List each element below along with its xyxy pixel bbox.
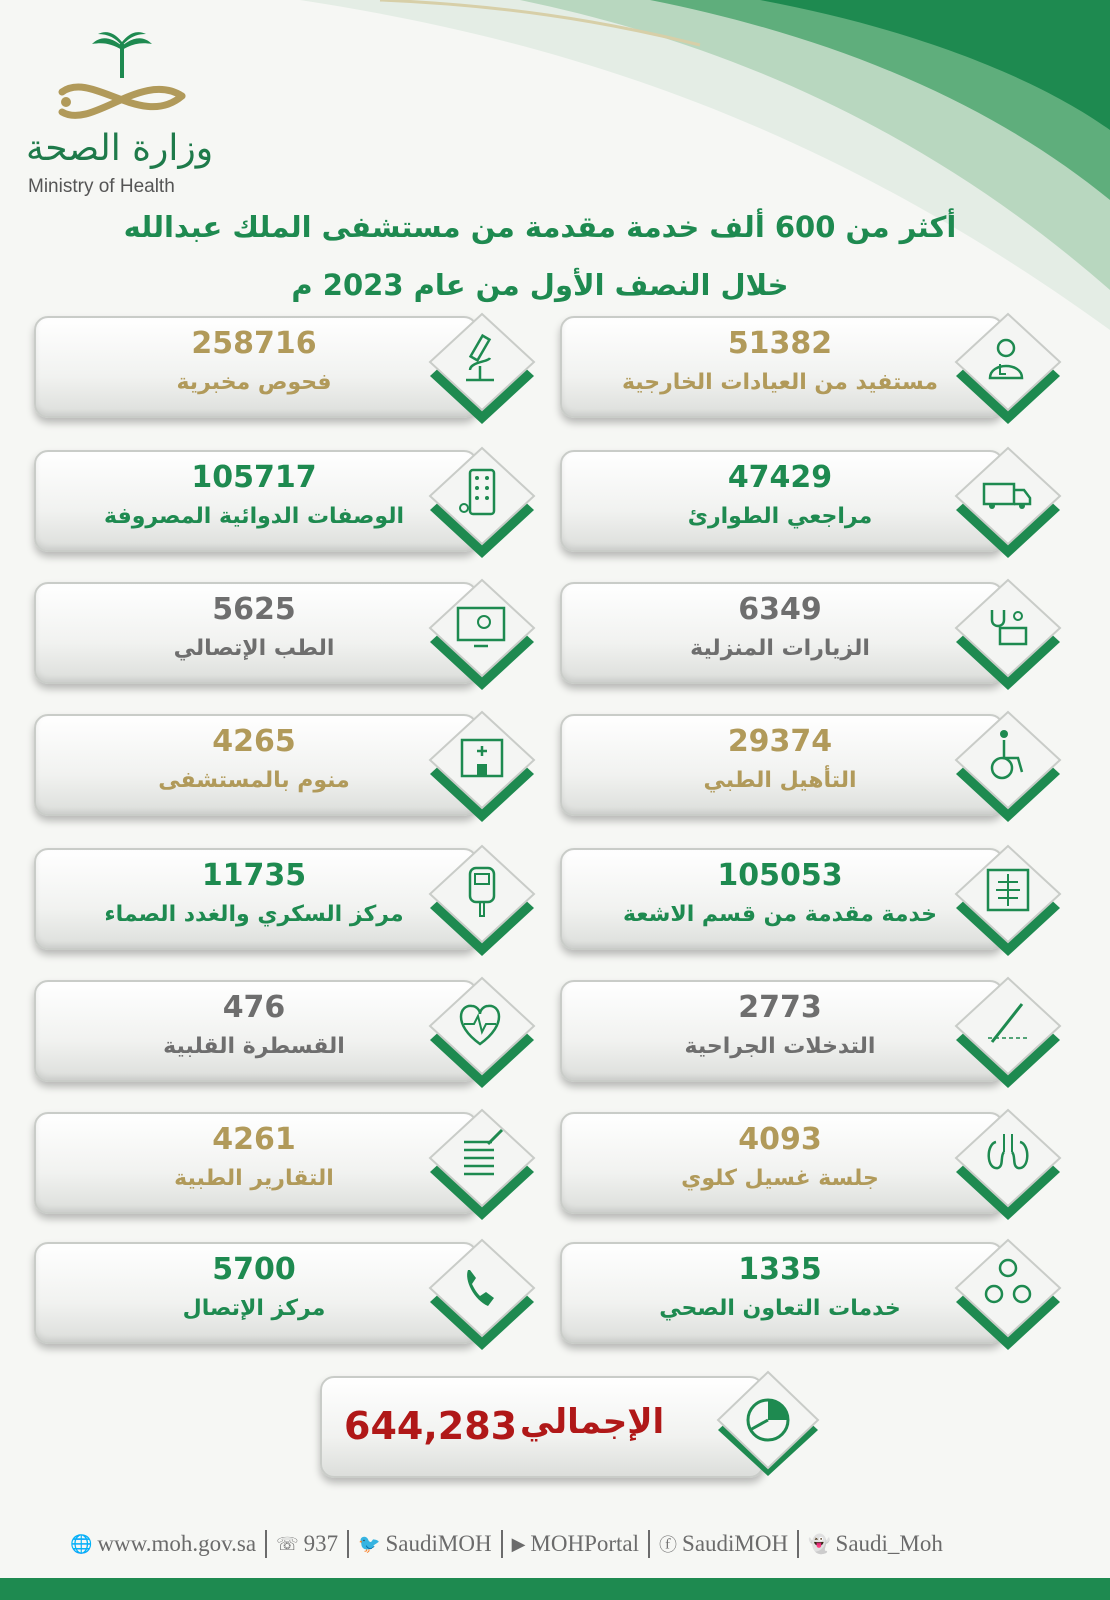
stat-value: 2773 [738,990,822,1025]
stat-card [34,714,534,820]
pie-chart-icon [710,1366,826,1486]
logo-text-arabic: وزارة الصحة [26,128,214,169]
stat-card [560,450,1060,556]
doctor-icon [950,310,1066,430]
stat-card [560,1112,1060,1218]
snapchat-icon: 👻 [808,1533,831,1554]
stat-label: مركز الإتصال [182,1296,326,1321]
headline-line-2: خلال النصف الأول من عام 2023 م [291,268,789,302]
scalpel-icon [950,974,1066,1094]
stat-value: 11735 [201,858,307,893]
total-card [320,1372,830,1480]
stat-value: 5625 [212,592,296,627]
stat-label: جلسة غسيل كلوي [681,1166,879,1191]
wheelchair-icon [950,708,1066,828]
headline-line-1: أكثر من 600 ألف خدمة مقدمة من مستشفى الملك عبدالله [123,210,957,244]
footer [0,1530,1110,1570]
stat-card [560,714,1060,820]
twitter-icon: 🐦 [358,1533,381,1554]
stat-label: مركز السكري والغدد الصماء [104,902,404,927]
glucometer-icon [424,842,540,962]
stat-card [34,316,534,422]
stat-label: فحوص مخبرية [176,370,332,395]
stat-card [34,1112,534,1218]
stat-label: خدمات التعاون الصحي [659,1296,901,1321]
stat-card [560,848,1060,954]
ambulance-icon [950,444,1066,564]
total-label: الإجمالي [520,1402,665,1442]
stat-card [560,582,1060,688]
stat-value: 5700 [212,1252,296,1287]
stat-value: 47429 [727,460,833,495]
stat-value: 105717 [191,460,317,495]
footer-youtube[interactable]: MOHPortal [530,1531,640,1556]
stat-card [34,980,534,1086]
footer-snapchat[interactable]: Saudi_Moh [835,1531,943,1556]
stat-value: 4261 [212,1122,296,1157]
footer-divider [648,1530,650,1558]
logo-text-english: Ministry of Health [28,176,175,197]
stat-value: 51382 [727,326,833,361]
stat-card [34,848,534,954]
stat-card [560,980,1060,1086]
phone-small-icon: ☏ [276,1533,299,1554]
stat-card [34,450,534,556]
footer-phone[interactable]: 937 [303,1531,339,1556]
pill-pack-icon [424,444,540,564]
stat-label: الوصفات الدوائية المصروفة [103,504,405,529]
team-icon [950,1236,1066,1356]
globe-icon: 🌐 [70,1533,93,1554]
stat-label: خدمة مقدمة من قسم الاشعة [622,902,938,927]
stat-label: التقارير الطبية [174,1166,334,1191]
stat-value: 476 [222,990,286,1025]
stat-label: الطب الإتصالي [173,636,335,661]
kidney-icon [950,1106,1066,1226]
stat-card [560,1242,1060,1348]
stat-value: 1335 [738,1252,822,1287]
stat-label: التأهيل الطبي [703,768,857,793]
footer-divider [501,1530,503,1558]
microscope-icon [424,310,540,430]
hospital-icon [424,708,540,828]
stat-label: القسطرة القلبية [163,1034,345,1059]
report-icon [424,1106,540,1226]
footer-website[interactable]: www.moh.gov.sa [97,1531,257,1556]
stat-value: 4265 [212,724,296,759]
stat-label: التدخلات الجراحية [684,1034,876,1059]
stat-label: مراجعي الطوارئ [687,504,873,529]
stat-value: 105053 [717,858,843,893]
facebook-icon: ⓕ [659,1535,678,1555]
stat-label: الزيارات المنزلية [690,636,870,661]
telemedicine-icon [424,576,540,696]
heart-pulse-icon [424,974,540,1094]
footer-divider [347,1530,349,1558]
stat-value: 258716 [191,326,317,361]
total-value: 644,283 [344,1404,518,1448]
home-visit-icon [950,576,1066,696]
bottom-bar [0,1578,1110,1600]
stat-label: منوم بالمستشفى [158,768,350,793]
xray-icon [950,842,1066,962]
footer-facebook[interactable]: SaudiMOH [682,1531,789,1556]
ministry-logo [22,30,222,200]
phone-icon [424,1236,540,1356]
stat-value: 29374 [727,724,833,759]
stat-card [34,1242,534,1348]
stat-card [34,582,534,688]
stat-value: 4093 [738,1122,822,1157]
stat-label: مستفيد من العيادات الخارجية [621,370,939,395]
stat-value: 6349 [738,592,822,627]
youtube-icon: ▶ [511,1533,526,1554]
footer-twitter[interactable]: SaudiMOH [385,1531,492,1556]
footer-divider [797,1530,799,1558]
stat-card [560,316,1060,422]
footer-divider [265,1530,267,1558]
